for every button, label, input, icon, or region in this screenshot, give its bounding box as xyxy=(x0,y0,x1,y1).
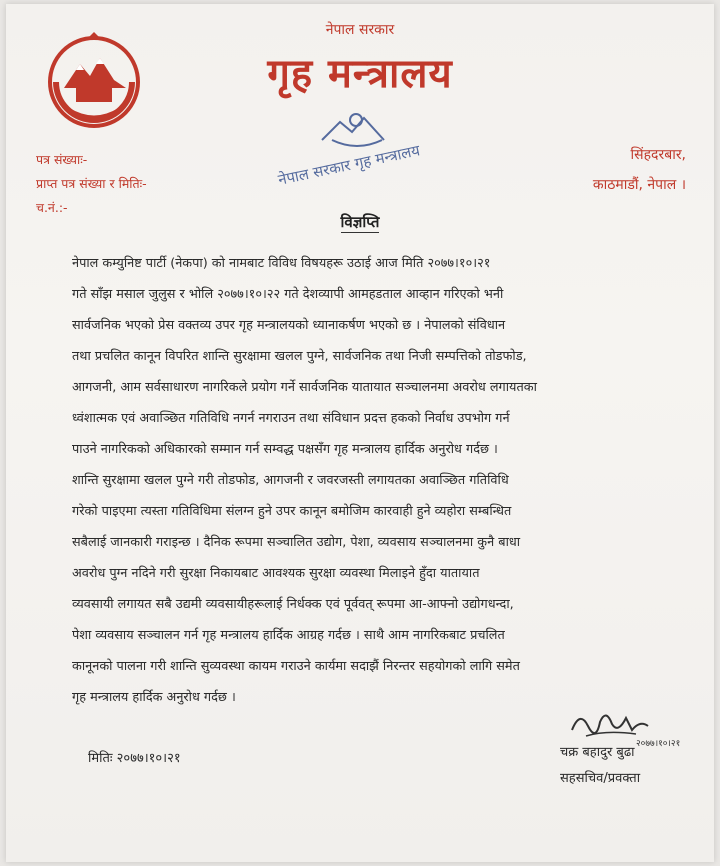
notice-heading xyxy=(0,212,720,232)
body-line: पाउने नागरिकको अधिकारको सम्मान गर्न सम्वद्ध पक्षसँग गृह मन्त्रालय हार्दिक अनुरोध गर्दछ । xyxy=(72,442,498,457)
reference-block xyxy=(36,148,147,220)
notice-title: विज्ञप्ति xyxy=(340,213,380,231)
document-date: मितिः २०७७।१०।२१ xyxy=(88,751,181,766)
address-line-1: सिंहदरबार, xyxy=(630,147,686,163)
dispatch-number-label: च.नं.:- xyxy=(36,200,68,215)
body-line: गृह मन्त्रालय हार्दिक अनुरोध गर्दछ । xyxy=(72,690,236,705)
signature-date-note: २०७७।१०।२१ xyxy=(636,739,681,749)
body-line: ध्वंशात्मक एवं अवाञ्छित गतिविधि नगर्न नगराउन तथा संविधान प्रदत्त हकको निर्वाध उपभोग गर्न xyxy=(72,411,510,426)
signatory-name: चक्र बहादुर बुढा xyxy=(560,745,635,760)
letter-number-label: पत्र संख्याः- xyxy=(36,152,88,167)
address-block xyxy=(593,140,686,200)
signatory-block xyxy=(560,740,640,792)
body-line: व्यवसायी लगायत सबै उद्यमी व्यवसायीहरूलाई निर्धक्क एवं पूर्ववत् रूपमा आ-आफ्नो उद्योगधन्दा, xyxy=(72,597,514,612)
ministry-stamp-icon xyxy=(276,100,422,196)
received-letter-label: प्राप्त पत्र संख्या र मितिः- xyxy=(36,176,147,191)
body-line: अवरोध पुग्न नदिने गरी सुरक्षा निकायबाट आवश्यक सुरक्षा व्यवस्था मिलाइने हुँदा यातायात xyxy=(72,566,480,581)
stamp-text: नेपाल सरकार गृह मन्त्रालय xyxy=(276,141,422,189)
government-label: नेपाल सरकार xyxy=(325,22,395,38)
body-line: आगजनी, आम सर्वसाधारण नागरिकले प्रयोग गर्ने सार्वजनिक यातायात सञ्चालनमा अवरोध लगायतका xyxy=(72,380,537,395)
body-line: गते साँझ मसाल जुलुस र भोलि २०७७।१०।२२ गते देशव्यापी आमहडताल आव्हान गरिएको भनी xyxy=(72,287,504,302)
body-line: पेशा व्यवसाय सञ्चालन गर्न गृह मन्त्रालय हार्दिक आग्रह गर्दछ । साथै आम नागरिकबाट प्रचलित xyxy=(72,628,505,643)
body-line: गरेको पाइएमा त्यस्ता गतिविधिमा संलग्न हुने उपर कानून बमोजिम कारवाही हुने व्यहोरा सम्बन्धित xyxy=(72,504,512,519)
body-line: नेपाल कम्युनिष्ट पार्टी (नेकपा) को नामबाट विविध विषयहरू उठाई आज मिति २०७७।१०।२१ xyxy=(72,256,491,271)
notice-body xyxy=(72,248,682,713)
ministry-title: गृह मन्त्रालय xyxy=(267,51,453,97)
body-line: शान्ति सुरक्षामा खलल पुग्ने गरी तोडफोड, आगजनी र जवरजस्ती लगायतका अवाञ्छित गतिविधि xyxy=(72,473,509,488)
signatory-title: सहसचिव/प्रवक्ता xyxy=(560,771,641,786)
address-line-2: काठमाडौं, नेपाल । xyxy=(592,177,686,193)
body-line: सार्वजनिक भएको प्रेस वक्तव्य उपर गृह मन्त्रालयको ध्यानाकर्षण भएको छ । नेपालको संविधान xyxy=(72,318,506,333)
body-line: कानूनको पालना गरी शान्ति सुव्यवस्था कायम गराउने कार्यमा सदाझैं निरन्तर सहयोगको लागि समेत xyxy=(72,659,520,674)
body-line: सबैलाई जानकारी गराइन्छ । दैनिक रूपमा सञ्चालित उद्योग, पेशा, व्यवसाय सञ्चालनमा कुनै बाधा xyxy=(72,535,521,550)
body-line: तथा प्रचलित कानून विपरित शान्ति सुरक्षामा खलल पुग्ने, सार्वजनिक तथा निजी सम्पत्तिको तोडफोड, xyxy=(72,349,527,364)
